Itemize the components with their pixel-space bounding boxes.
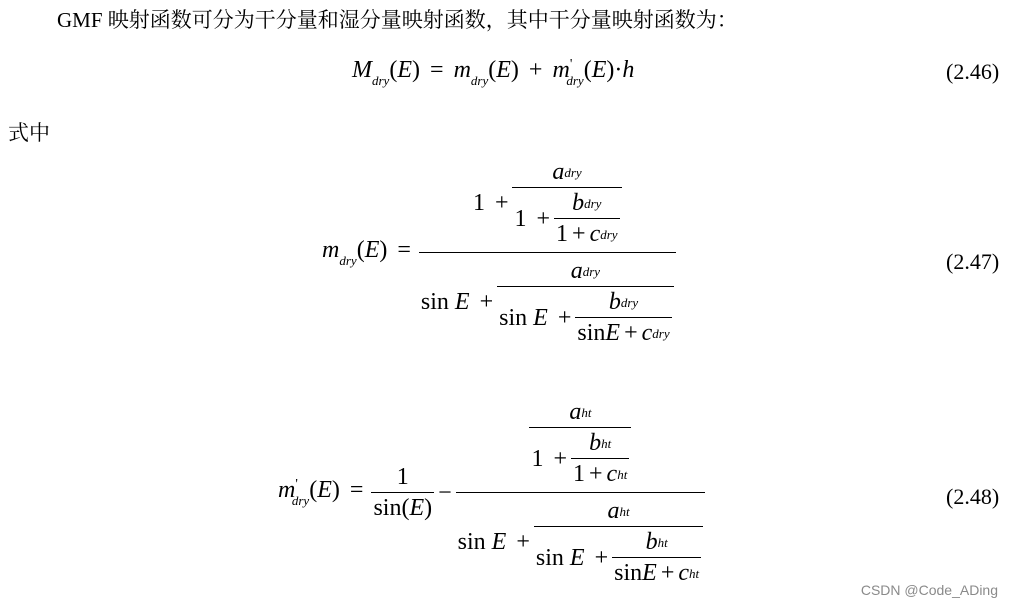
equation-number: (2.46) — [946, 59, 1000, 84]
equation-number: (2.48) — [946, 484, 1000, 509]
watermark: CSDN @Code_ADing — [860, 582, 998, 598]
equation-2-47: $m_{dry}(E)$ = 1 + a dry 1 + b dry 1 + c dry sin E + a dry sin E + b dry sin E + c dry — [322, 160, 676, 345]
equation-2-46: $M_{dry}(E) = m_{dry}(E) + m'_{dry}(E)\cdot h$ — [352, 57, 635, 88]
equation-2-48: $m'_{dry}(E)$ = 1 sin( E ) − a ht 1 + b ht 1 + c ht sin E + a ht sin E + b ht sin E + c ht — [278, 400, 705, 585]
equation-number: (2.47) — [946, 249, 1000, 274]
intro-paragraph: GMF 映射函数可分为干分量和湿分量映射函数，其中干分量映射函数为： — [57, 8, 738, 32]
label-where: 式中 — [8, 121, 50, 145]
